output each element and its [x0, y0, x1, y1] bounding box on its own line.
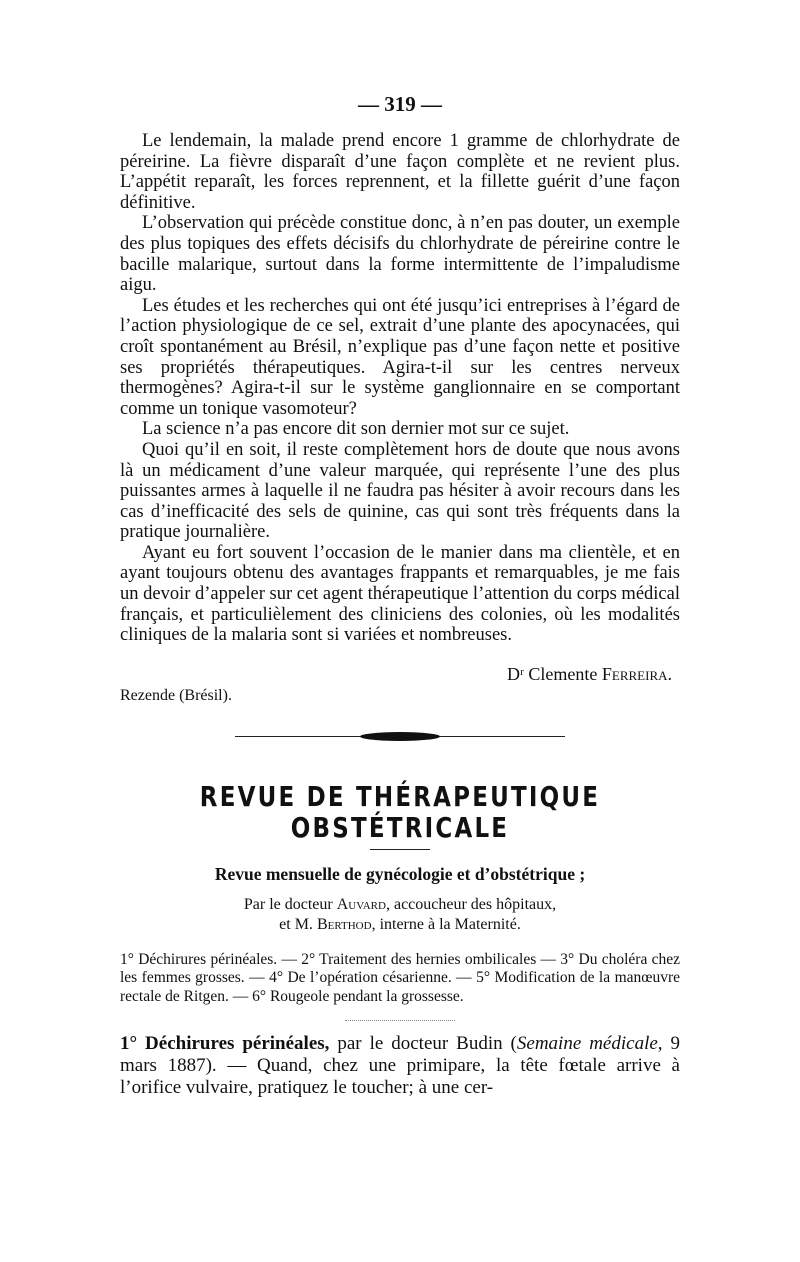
ornamental-rule	[235, 731, 565, 743]
paragraph-6: Ayant eu fort souvent l’occasion de le manier dans ma clientèle, et en ayant toujours obtenu des avantages frappants et remarquables, je me fais un devoir d’appeler sur cet agent thérapeutique l’attention du corps médical français, et particulièlement des cliniciens des colonies, où les modalités cliniques de la malaria sont si variées et nombreuses.	[120, 542, 680, 646]
paragraph-4: La science n’a pas encore dit son dernier mot sur ce sujet.	[142, 419, 570, 440]
signature-prefix: Dʳ Clemente	[506, 663, 602, 684]
article-body: , 9 mars 1887). — Quand, chez une primipare, la tête fœtale arrive à l’orifice vulvaire, pratiquez le toucher; à une cer-	[120, 1033, 680, 1099]
author-signature	[120, 664, 680, 685]
title-rule	[370, 849, 430, 850]
place-line: Rezende (Brésil).	[120, 686, 232, 704]
separator	[345, 1020, 455, 1021]
byline-suffix-1: , accoucheur des hôpitaux,	[385, 895, 557, 913]
byline	[120, 895, 680, 935]
byline-prefix-2: et M.	[279, 915, 317, 933]
page	[120, 92, 680, 1099]
section-subtitle: Revue mensuelle de gynécologie et d’obstétrique ;	[214, 863, 586, 884]
byline-suffix-2: , interne à la Maternité.	[371, 915, 521, 933]
article-heading: 1° Déchirures périnéales,	[120, 1033, 330, 1055]
paragraph-5: Quoi qu’il en soit, il reste complètement hors de doute que nous avons là un médicament d’une valeur marquée, qui représente l’une des plus puissantes armes à laquelle il ne faudra pas hésiter à avoir recours dans les cas d’inefficacité des sels de quinine, cas qui sont très fréquents dans la pratique journalière.	[120, 439, 680, 543]
article-source: Semaine médicale	[516, 1033, 658, 1055]
signature-surname: Ferreira.	[601, 663, 672, 684]
author-auvard: Auvard	[336, 895, 386, 913]
author-berthod: Berthod	[316, 915, 372, 933]
contents-summary: 1° Déchirures périnéales. — 2° Traitement des hernies ombilicales — 3° Du choléra chez les femmes grosses. — 4° De l’opération césarienne. — 5° Modification de la manœuvre rectale de Ritgen. — 6° Rougeole pendant la grossesse.	[120, 950, 680, 1005]
paragraph-1: Le lendemain, la malade prend encore 1 gramme de chlorhydrate de péreirine. La fièvre disparaît d’une façon complète et ne revient plus. L’appétit reparaît, les forces reprennent, et la fillette guérit d’une façon définitive.	[120, 131, 680, 213]
paragraph-2: L’observation qui précède constitue donc, à n’en pas douter, un exemple des plus topiques des effets décisifs du chlorhydrate de péreirine contre le bacille malarique, surtout dans la forme intermittente de l’impaludisme aigu.	[120, 213, 680, 296]
section-title: REVUE DE THÉRAPEUTIQUE OBSTÉTRICALE	[199, 781, 601, 845]
paragraph-3: Les études et les recherches qui ont été jusqu’ici entreprises à l’égard de l’action physiologique de ce sel, extrait d’une plante des apocynacées, qui croît spontanément au Brésil, n’explique pas d’une façon nette et positive ses propriétés thérapeutiques. Agira-t-il sur les centres nerveux thermogènes? Agira-t-il sur le système ganglionnaire en se comportant comme un tonique vasomoteur?	[120, 295, 680, 419]
first-article	[120, 1033, 680, 1099]
rule-ornament	[360, 732, 440, 741]
article-intro: par le docteur Budin (	[329, 1033, 517, 1055]
byline-prefix-1: Par le docteur	[243, 895, 337, 913]
page-number: — 319 —	[358, 92, 442, 116]
